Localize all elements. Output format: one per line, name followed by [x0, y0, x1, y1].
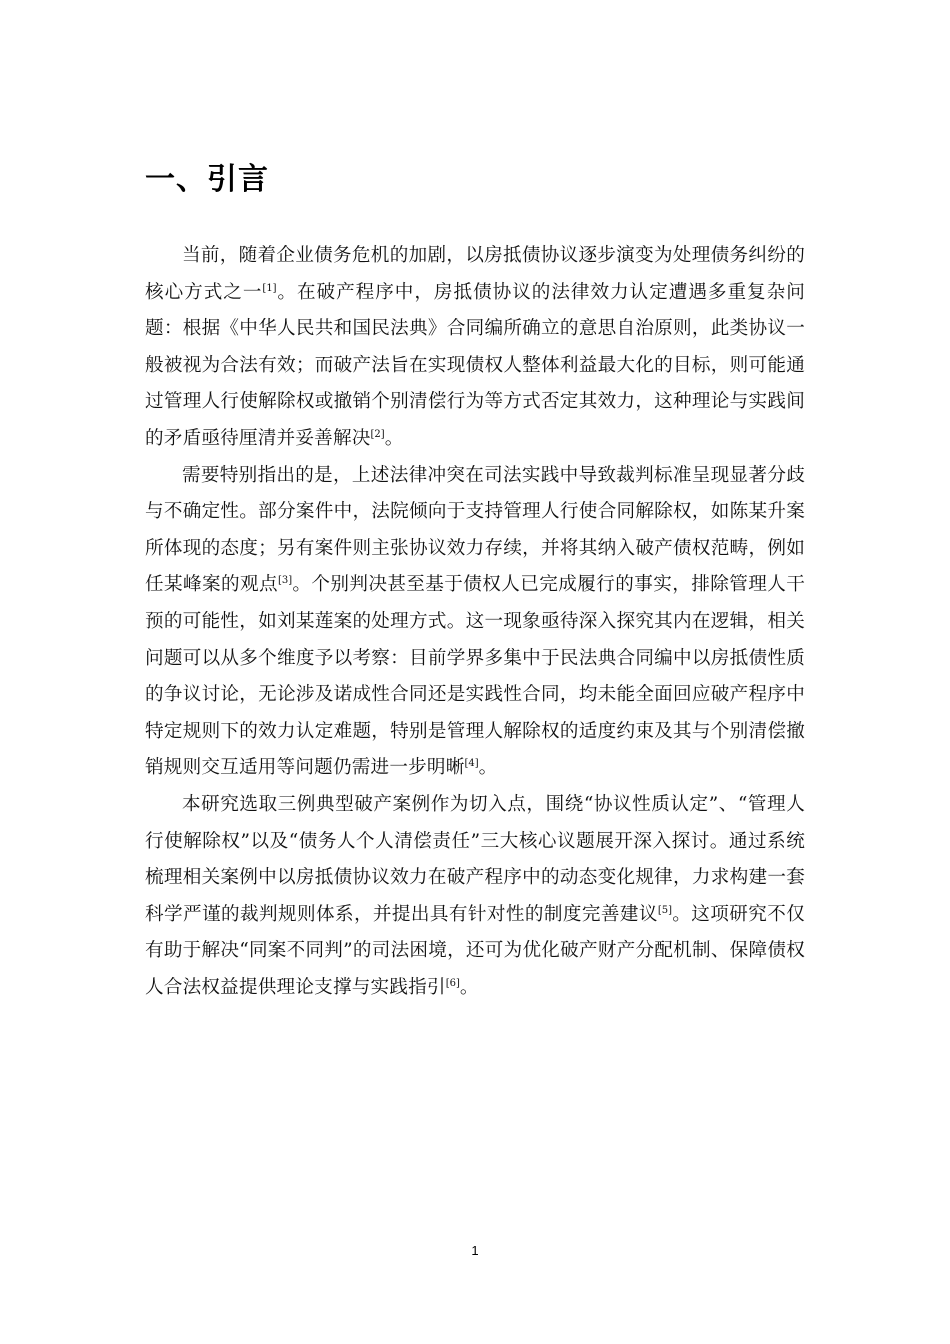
- paragraph-text: 。在破产程序中，房抵债协议的法律效力认定遭遇多重复杂问题：根据《中华人民共和国民法典》合同编所确立的意思自治原则，此类协议一般被视为合法有效；而破产法旨在实现债权人整体利益最大化的目标，则可能通过管理人行使解除权或撤销个别清偿行为等方式否定其效力，这种理论与实践间的矛盾亟待厘清并妥善解决: [145, 281, 805, 449]
- paragraph-text: 本研究选取三例典型破产案例作为切入点，围绕“协议性质认定”、“管理人行使解除权”以及“债务人个人清偿责任”三大核心议题展开深入探讨。通过系统梳理相关案例中以房抵债协议效力在破产程序中的动态变化规律，力求构建一套科学严谨的裁判规则体系，并提出具有针对性的制度完善建议: [145, 793, 805, 925]
- citation-6: [6]: [445, 977, 460, 989]
- page-number: 1: [471, 1243, 479, 1258]
- citation-1: [1]: [262, 282, 277, 294]
- paragraph-text: 。个别判决甚至基于债权人已完成履行的事实，排除管理人干预的可能性，如刘某莲案的处理方式。这一现象亟待深入探究其内在逻辑，相关问题可以从多个维度予以考察：目前学界多集中于民法典合同编中以房抵债性质的争议讨论，无论涉及诺成性合同还是实践性合同，均未能全面回应破产程序中特定规则下的效力认定难题，特别是管理人解除权的适度约束及其与个别清偿撤销规则交互适用等问题仍需进一步明晰: [145, 574, 805, 779]
- citation-5: [5]: [657, 904, 673, 916]
- paragraph-text: 。: [478, 757, 498, 779]
- paragraph-3: [145, 787, 805, 1007]
- body-text: [145, 238, 805, 1006]
- citation-3: [3]: [277, 575, 293, 587]
- paragraph-text: 。: [384, 427, 404, 449]
- paragraph-2: [145, 458, 805, 787]
- citation-4: [4]: [464, 758, 479, 770]
- paragraph-text: 当前，随着企业债务危机的加剧，以房抵债协议逐步演变为处理债务纠纷的核心方式之一: [145, 245, 805, 303]
- citation-2: [2]: [370, 428, 385, 440]
- paragraph-1: [145, 238, 805, 458]
- paragraph-text: 。: [459, 976, 479, 998]
- paragraph-text: 。这项研究不仅有助于解决“同案不同判”的司法困境，还可为优化破产财产分配机制、保障债权人合法权益提供理论支撑与实践指引: [145, 903, 805, 998]
- paragraph-text: 需要特别指出的是，上述法律冲突在司法实践中导致裁判标准呈现显著分歧与不确定性。部分案件中，法院倾向于支持管理人行使合同解除权，如陈某升案所体现的态度；另有案件则主张协议效力存续，并将其纳入破产债权范畴，例如任某峰案的观点: [145, 464, 805, 596]
- section-heading: 一、引言: [145, 162, 269, 197]
